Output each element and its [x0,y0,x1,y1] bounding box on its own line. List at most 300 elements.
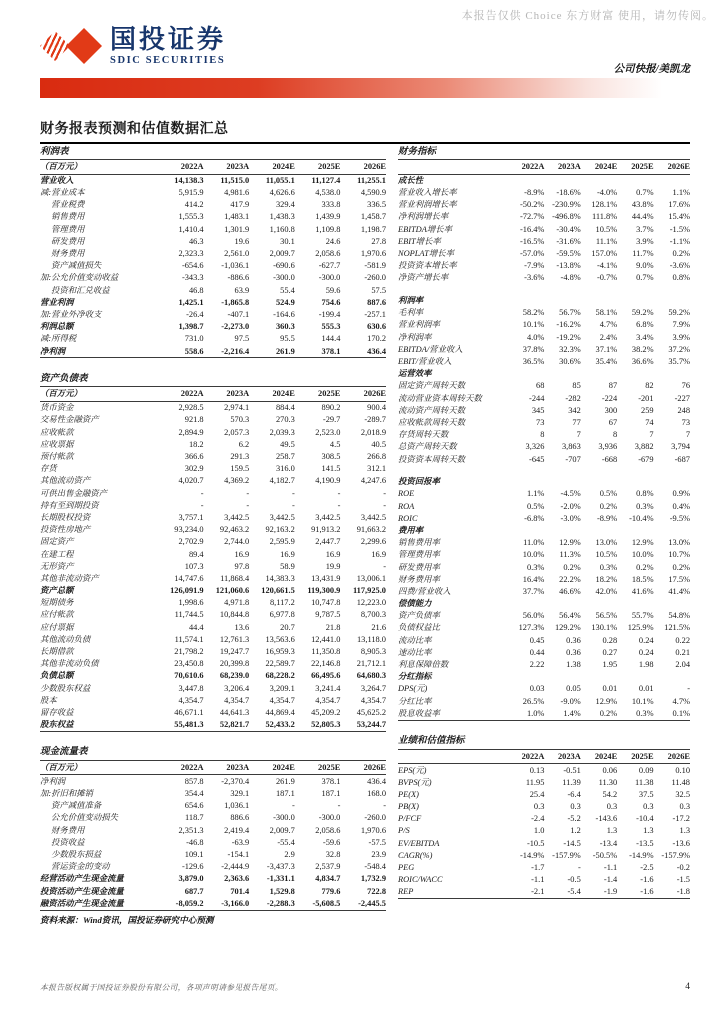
cell-value: 93,234.0 [174,525,204,535]
cell-value: - [337,500,341,510]
row-label: 加:营业外净收支 [40,309,102,319]
cell-value: 37.5 [638,789,654,799]
cell-value: 1,198.7 [360,224,386,234]
cell-value: 66,495.6 [311,671,341,681]
cell-value: 12.9% [559,538,581,548]
cell-value: 336.5 [367,200,386,210]
cell-value: 1.1% [526,489,545,499]
table-row [40,548,386,560]
cell-value: - [577,863,581,873]
cell-value: -201 [638,393,654,403]
cell-value: 26.5% [522,696,545,706]
cell-value: 7 [576,430,581,440]
cell-value: 8,700.3 [360,610,386,620]
cell-value: 36.6% [631,357,654,367]
cell-value: 731.0 [184,334,204,344]
cell-value: 4.7% [672,696,690,706]
cell-value: 12,761.3 [219,634,250,644]
table-row [40,897,386,910]
row-label: 短期债务 [40,598,74,608]
cell-value: 1,109.8 [315,224,341,234]
cell-value: 2,744.0 [224,537,250,547]
cell-value: 722.8 [367,886,386,896]
cell-value: 30.6% [559,357,581,367]
cell-value: 92,163.2 [265,525,295,535]
cell-value: -1.6 [640,875,654,885]
cell-value: 1,398.7 [178,322,204,332]
cell-value: -1.4 [603,875,618,885]
cell-value: 3,447.8 [178,683,204,693]
table-row [40,451,386,463]
cell-value: -13.8% [556,261,581,271]
cell-value: 0.2% [672,562,690,572]
report-category-tag: 公司快报/美凯龙 [613,64,690,75]
row-label: 净资产增长率 [398,273,449,283]
cell-value: 13.0% [668,538,690,548]
table-row [398,789,690,801]
row-label: NOPLAT增长率 [398,249,454,259]
cell-value: -17.2 [672,814,690,824]
cell-value: 900.4 [367,403,386,413]
cash-flow-statement-table [40,745,386,911]
table-row [40,812,386,824]
cell-value: 0.3 [606,802,618,812]
row-label: ROIC [398,513,418,523]
cell-value: 52,821.7 [204,719,250,732]
year-header: 2024E [249,761,295,775]
cell-value: 44,641.3 [219,707,250,717]
section-header: 分红指标 [398,672,432,682]
cell-value: 187.1 [275,789,295,799]
cell-value: 3.7% [636,224,654,234]
cell-value: -63.9 [231,837,250,847]
cell-value: -18.6% [556,188,581,198]
cell-value: 0.45 [529,635,545,645]
cell-value: 42.0% [595,586,618,596]
cell-value: -16.2% [556,320,581,330]
year-header: 2022A [508,160,544,174]
section-header-row [398,174,690,187]
table-row [40,707,386,719]
table-row [40,345,386,358]
cell-value: -1.1 [531,875,545,885]
cell-value: -57.5 [368,837,386,847]
unit-label [398,160,508,174]
cell-value: -164.6 [273,309,295,319]
brand-logo [40,24,690,68]
cell-value: -57.0% [519,249,545,259]
row-label: 投资活动产生现金流量 [40,886,124,896]
cell-value: 3,442.5 [269,512,295,522]
row-label: 流动营业资本周转天数 [398,393,482,403]
cell-value: 18.2 [188,439,204,449]
cell-value: -157.9% [661,850,690,860]
cell-value: 11.0% [523,538,545,548]
cell-value: 2,561.0 [224,249,250,259]
row-label: 投资和汇兑收益 [51,285,110,295]
cell-value: 0.3% [636,501,654,511]
cell-value: 291.3 [230,452,250,462]
row-label: EPS(元) [398,765,427,775]
cell-value: 1.2 [570,826,581,836]
table-row [398,801,690,813]
row-label: DPS(元) [398,684,428,694]
table-title-row [40,371,386,387]
cell-value: 4,354.7 [224,695,250,705]
cell-value: 308.5 [321,452,341,462]
cell-value: 0.2% [599,501,618,511]
row-label: 货币资金 [40,403,74,413]
cell-value: 13.0% [595,538,618,548]
cell-value: 46.6% [559,586,581,596]
cell-value: 10.7% [668,550,690,560]
cell-value: 0.3 [643,802,654,812]
cell-value: 3,863 [561,442,581,452]
table-row [398,356,690,368]
cell-value: 54.8% [668,611,690,621]
row-label: 应付帐款 [40,610,74,620]
table-row [398,235,690,247]
unit-label [398,749,508,763]
cell-value: 5,915.9 [178,188,204,198]
cell-value: 12,441.0 [311,634,341,644]
cell-value: 0.09 [638,765,654,775]
cell-value: 32.8 [325,849,341,859]
cell-value: -55.4 [277,837,295,847]
table-row [398,537,690,549]
year-header: 2023A [204,160,250,174]
cell-value: 37.7% [522,586,545,596]
cell-value: -26.4 [186,309,204,319]
row-label: 长期借款 [40,647,74,657]
table-row [398,707,690,720]
year-header: 2025E [617,160,653,174]
cell-value: -14.9% [629,850,654,860]
cell-value: 0.06 [602,765,618,775]
table-title: 资产负债表 [40,371,386,387]
cell-value: 6,977.8 [269,610,295,620]
row-label: 交易性金融资产 [40,415,99,425]
row-label: 应收票据 [40,439,74,449]
cell-value: 1.3 [606,826,618,836]
table-row [40,512,386,524]
cell-value: 41.4% [668,586,690,596]
cell-value: 2,595.9 [269,537,295,547]
table-row [40,670,386,682]
unit-label: （百万元） [40,387,158,401]
header-accent-bar [40,78,662,98]
cell-value: 0.2% [563,562,581,572]
cell-value: -0.7% [596,273,618,283]
table-row [40,438,386,450]
cell-value: -19.2% [556,332,581,342]
table-row [398,646,690,658]
cell-value: 0.01 [638,684,654,694]
table-row [40,621,386,633]
cell-value: 4,354.7 [315,695,341,705]
cell-value: - [291,500,295,510]
cell-value: 18.5% [631,574,654,584]
cell-value: -1.7 [531,863,545,873]
cell-value: 17.5% [668,574,690,584]
cell-value: 2,057.3 [224,427,250,437]
column-header-row [398,160,690,174]
row-label: 研发费用 [51,236,85,246]
report-header [40,24,690,76]
section-header-row [398,368,690,380]
cell-value: 687.7 [184,886,204,896]
cell-value: - [200,500,204,510]
cell-value: 0.1% [654,707,690,720]
year-header: 2024E [249,160,295,174]
table-row [40,658,386,670]
cell-value: -244 [529,393,545,403]
cell-value: 0.36 [566,647,581,657]
cell-value: 4,538.0 [315,188,341,198]
cell-value: -129.6 [181,862,204,872]
cell-value: -16.5% [519,236,545,246]
cell-value: -5.2 [567,814,581,824]
table-row [40,800,386,812]
cell-value: 25.4 [529,789,545,799]
cell-value: 0.01 [602,684,618,694]
cell-value: -30.4% [556,224,581,234]
cell-value: 2,928.5 [178,403,204,413]
row-label: P/FCF [398,814,422,824]
cell-value: 35.7% [668,357,690,367]
table-row [398,211,690,223]
table-row [40,174,386,187]
table-row [40,321,386,333]
cell-value: 22.2% [559,574,581,584]
table-row [398,874,690,886]
cell-value: 378.1 [295,345,341,358]
cell-value: 40.5 [371,439,386,449]
cell-value: 1,438.3 [269,212,295,222]
cell-value: 2,018.9 [360,427,386,437]
table-row [40,585,386,597]
cell-value: 1,036.1 [224,801,250,811]
cell-value: -3.6% [669,261,690,271]
cell-value: 36.5% [522,357,545,367]
cell-value: -230.9% [552,200,581,210]
table-row [398,776,690,788]
row-label: 其他流动负债 [40,634,91,644]
cell-value: -46.8 [186,837,204,847]
cell-value: 701.4 [230,886,250,896]
cell-value: -3.0% [560,513,581,523]
row-label: 毛利率 [398,308,424,318]
cell-value: -8.9% [524,188,545,198]
cell-value: 11.48 [671,777,690,787]
row-label: 无形资产 [40,561,74,571]
row-label: 流动比率 [398,635,432,645]
table-row [398,622,690,634]
cell-value: -16.4% [519,224,545,234]
cell-value: 0.28 [602,635,618,645]
cell-value: -4.5% [560,489,581,499]
row-label: 营业利润率 [398,320,440,330]
cell-value: 11,868.4 [220,573,250,583]
cell-value: 1,439.9 [315,212,341,222]
cell-value: 121.5% [664,623,690,633]
cell-value: 2,363.6 [224,874,250,884]
cell-value: 4,247.6 [360,476,386,486]
cell-value: 1,483.1 [224,212,250,222]
spacer-cell [398,284,690,295]
cell-value: 107.3 [184,561,204,571]
cell-value: 20.7 [280,622,295,632]
cell-value: 329.1 [230,789,250,799]
row-label: 分红比率 [398,696,432,706]
cell-value: 1.3 [643,826,654,836]
table-title: 财务指标 [398,144,690,160]
cell-value: 3,442.5 [315,512,341,522]
year-header: 2023A [544,749,580,763]
cell-value: - [200,488,204,498]
table-row [398,849,690,861]
table-title-row [398,734,690,750]
table-row [398,331,690,343]
row-label: EBIT增长率 [398,236,441,246]
cell-value: - [383,500,386,510]
table-row [398,659,690,671]
row-label: 净利润 [40,345,158,358]
cell-value: 436.4 [367,776,386,786]
section-header-row [398,671,690,683]
year-header: 2024E [249,387,295,401]
source-note: 资料来源：Wind资讯，国投证券研究中心预测 [40,914,214,925]
row-label: 资产减值损失 [51,261,102,271]
cell-value: 8 [612,430,618,440]
cell-value: 261.9 [275,776,295,786]
cell-value: 0.4% [672,501,690,511]
year-header: 2024E [581,749,617,763]
cell-value: 2,058.6 [315,825,341,835]
cell-value: -9.0% [560,696,581,706]
cell-value: 2,058.6 [315,249,341,259]
table-row [40,719,386,732]
cell-value: 886.6 [230,813,250,823]
cell-value: -7.9% [524,261,545,271]
cell-value: -2,444.9 [221,862,250,872]
cell-value: 121,060.6 [215,586,250,596]
cell-value: 91,663.2 [356,525,386,535]
cell-value: -2.5 [640,863,654,873]
cell-value: -1.5% [669,224,690,234]
cell-value: 67 [608,417,618,427]
cell-value: -1,865.8 [221,297,250,307]
cell-value: -679 [638,454,654,464]
row-label: PE(X) [398,789,419,799]
cell-value: 10.1% [522,320,545,330]
cell-value: 0.24 [638,635,654,645]
cell-value: 6.2 [238,439,250,449]
table-row [398,573,690,585]
table-row [40,309,386,321]
cell-value: 1.4% [544,707,580,720]
row-label: 股息收益率 [398,707,508,720]
cell-value: -0.51 [563,765,581,775]
cell-value: 0.2% [581,707,617,720]
distribution-watermark: 本报告仅供 Choice 东方财富 使用，请勿传阅。 [461,10,714,22]
cell-value: -72.7% [519,212,545,222]
cell-value: 46.8 [188,285,204,295]
cell-value: -2,288.3 [249,897,295,910]
cell-value: 43.8% [631,200,654,210]
row-label: 净利润率 [398,332,432,342]
page-number: 4 [685,982,690,992]
table-row [40,682,386,694]
cell-value: 0.3 [679,802,690,812]
spacer-row [398,465,690,476]
row-label: 固定资产周转天数 [398,381,465,391]
table-row [40,414,386,426]
row-label: 营业收入增长率 [398,188,457,198]
cell-value: 1.3 [679,826,690,836]
cell-value: 0.3% [599,562,618,572]
table-row [40,849,386,861]
section-header: 费用率 [398,525,424,535]
table-row [398,586,690,598]
cell-value: -10.5 [526,838,545,848]
cell-value: -0.2 [676,863,690,873]
table-row [40,873,386,885]
cell-value: 97.5 [234,334,250,344]
table-row [398,549,690,561]
section-header: 投资回报率 [398,477,440,487]
year-header: 2026E [340,160,386,174]
cell-value: 76 [681,381,690,391]
cell-value: 21.8 [325,622,341,632]
cell-value: -645 [529,454,545,464]
cell-value: 119,300.9 [307,586,341,596]
cell-value: -59.6 [322,837,341,847]
cell-value: -224 [601,393,618,403]
cell-value: 857.8 [184,776,204,786]
cell-value: 58.9 [280,561,295,571]
right-column [398,144,690,926]
cell-value: 258.7 [275,452,295,462]
cell-value: - [687,684,690,694]
cell-value: 27.8 [371,236,386,246]
cell-value: -14.5 [563,838,581,848]
cell-value: 4,981.6 [224,188,250,198]
cell-value: -687 [674,454,690,464]
cell-value: 329.4 [275,200,295,210]
cell-value: 159.5 [230,464,250,474]
cell-value: -289.7 [364,415,386,425]
row-label: 留存收益 [40,707,74,717]
brand-name-en: SDIC SECURITIES [110,54,226,66]
table-title-row [40,745,386,761]
cell-value: 68 [536,381,545,391]
cell-value: 21,798.2 [174,647,204,657]
cell-value: 19,247.7 [219,647,250,657]
cell-value: -2.1 [508,886,544,899]
cell-value: 360.3 [275,322,295,332]
cell-value: 342 [568,405,581,415]
cell-value: 4,182.7 [269,476,295,486]
cell-value: - [383,561,386,571]
year-header: 2023A [204,387,250,401]
cell-value: 46,671.1 [174,707,204,717]
financial-indicators-table [398,144,690,721]
table-row [40,597,386,609]
cell-value: 887.6 [367,297,386,307]
cell-value: 56.4% [559,611,581,621]
cell-value: 11.38 [635,777,654,787]
